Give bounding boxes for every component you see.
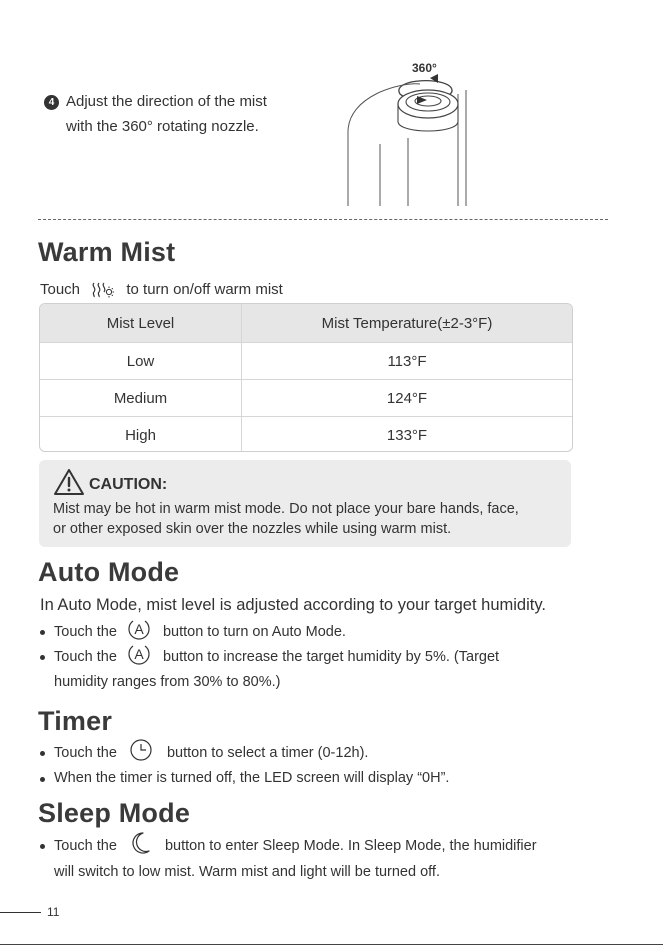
table-cell: 133°F: [386, 426, 428, 444]
rotation-label: 360°: [412, 61, 437, 75]
auto-icon-letter: A: [134, 621, 144, 637]
caution-title: CAUTION:: [89, 476, 168, 493]
moon-icon: [127, 831, 153, 855]
auto-mode-intro: In Auto Mode, mist level is adjusted according to your target humidity.: [40, 596, 546, 614]
bullet-text: When the timer is turned off, the LED screen will display “0H”.: [54, 770, 450, 786]
step-4-text: Adjust the direction of the mist with the 360° rotating nozzle.: [66, 93, 267, 135]
bullet-continuation: humidity ranges from 30% to 80%.): [54, 674, 281, 690]
warm-mist-heading: Warm Mist: [38, 237, 176, 267]
caution-body: [53, 499, 568, 539]
warm-mist-intro-before: Touch: [40, 281, 81, 298]
bullet-text-before: Touch the: [54, 744, 117, 761]
caution-line: Mist may be hot in warm mist mode. Do not place your bare hands, face,: [53, 501, 519, 517]
bullet-text-after: button to enter Sleep Mode. In Sleep Mode, the humidifier: [164, 837, 537, 854]
auto-mode-icon: [127, 642, 151, 666]
table-row: [40, 416, 572, 452]
bullet-text-after: button to increase the target humidity by 5%. (Target: [162, 648, 500, 665]
warm-mist-icon: [90, 281, 116, 299]
bullet-dot: [40, 630, 45, 635]
bullet-text-after: button to turn on Auto Mode.: [162, 623, 346, 640]
auto-mode-heading: Auto Mode: [38, 557, 180, 587]
sleep-mode-heading: Sleep Mode: [38, 798, 191, 828]
caution-line: or other exposed skin over the nozzles while using warm mist.: [53, 521, 452, 537]
footer-rule: [0, 912, 41, 913]
table-header-cell: Mist Temperature(±2-3°F): [321, 314, 493, 332]
warning-triangle-icon: [53, 468, 85, 496]
mist-temperature-table: [39, 303, 573, 452]
warm-mist-intro: [40, 281, 283, 299]
table-cell: 113°F: [387, 352, 427, 370]
table-cell: 124°F: [386, 389, 428, 407]
table-row: [40, 342, 572, 379]
table-cell: High: [40, 417, 242, 452]
bullet-continuation: will switch to low mist. Warm mist and light will be turned off.: [54, 864, 440, 880]
table-cell: Medium: [40, 380, 242, 416]
timer-heading: Timer: [38, 706, 113, 736]
auto-icon-letter: A: [134, 646, 144, 662]
auto-mode-icon: [127, 617, 151, 641]
bullet-dot: [40, 844, 45, 849]
nozzle-rotation-illustration: [330, 56, 480, 206]
step-number-badge: 4: [44, 95, 59, 110]
bullet-text-after: button to select a timer (0-12h).: [166, 744, 369, 761]
table-row: [40, 379, 572, 416]
table-header-row: [40, 304, 572, 342]
bullet-text-before: Touch the: [54, 837, 117, 854]
section-divider: [38, 219, 608, 220]
table-header-cell: Mist Level: [40, 304, 242, 342]
warm-mist-intro-after: to turn on/off warm mist: [126, 281, 283, 298]
clock-icon: [129, 738, 153, 762]
bullet-text-before: Touch the: [54, 648, 117, 665]
table-cell: Low: [40, 343, 242, 379]
page-number: 11: [47, 905, 60, 919]
bullet-text-before: Touch the: [54, 623, 117, 640]
caution-box: [39, 460, 571, 547]
bullet-dot: [40, 777, 45, 782]
bullet-dot: [40, 751, 45, 756]
page-bottom-rule: [0, 944, 663, 945]
bullet-dot: [40, 655, 45, 660]
